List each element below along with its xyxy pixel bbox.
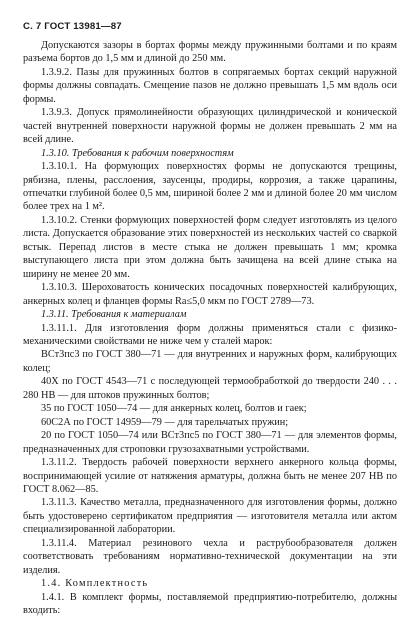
paragraph: 1.3.11.1. Для изготовления форм должны применяться стали с физико-механическими свойствами не ниже чем у сталей марок: bbox=[23, 322, 397, 347]
paragraph: 20 по ГОСТ 1050—74 или ВСт3пс5 по ГОСТ 380—71 — для элементов формы, предназначенных для строповки грузозахватными устройствами. bbox=[23, 430, 397, 455]
paragraph: 1.3.11.2. Твердость рабочей поверхности верхнего анкерного кольца формы, воспринимающей усилие от натяжения арматуры, должна быть не менее 207 НВ по ГОСТ 8.062—85. bbox=[23, 457, 397, 495]
document-body bbox=[23, 39, 397, 617]
paragraph: 1.3.9.3. Допуск прямолинейности образующих цилиндрической и конической частей внутренней поверхности наружной формы не должен превышать 2 мм на всей длине. bbox=[23, 107, 397, 146]
paragraph: 35 по ГОСТ 1050—74 — для анкерных колец, болтов и гаек; bbox=[41, 403, 307, 415]
paragraph: 40Х по ГОСТ 4543—71 с последующей термообработкой до твердости 240 . . . 280 НВ — для штоков пружинных болтов; bbox=[23, 376, 397, 401]
paragraph: ВСт3пс3 по ГОСТ 380—71 — для внутренних и наружных форм, калибрующих колец; bbox=[23, 349, 397, 374]
paragraph: 1.4.1. В комплект формы, поставляемой предприятию-потребителю, должны входить: bbox=[23, 591, 397, 617]
paragraph: 1.3.10.3. Шероховатость конических посадочных поверхностей калибрующих, анкерных колец и фланцев формы Ra≤5,0 мкм по ГОСТ 2789—73. bbox=[23, 282, 397, 307]
section-heading bbox=[23, 577, 397, 590]
paragraph: 1.3.10.2. Стенки формующих поверхностей форм следует изготовлять из целого листа. Допускается образование этих поверхностей из нескольких частей со сваркой встык. Перепад листов в месте стыка не должен превышать 1 мм; кромка выступающего листа при этом должна быть зачищена на всей длине стыка на ширину не менее 20 мм. bbox=[23, 214, 397, 280]
page-header: С. 7 ГОСТ 13981—87 bbox=[23, 21, 122, 32]
section-heading bbox=[23, 308, 397, 321]
paragraph: 1.3.10.1. На формующих поверхностях формы не допускаются трещины, рябизна, плены, расслоения, заусенцы, продиры, коррозия, а также царапины, отпечатки глубиной более 0,5 мм, шириной более 2 мм и длиной более 20 мм числом более трех на 1 м². bbox=[23, 161, 397, 213]
paragraph: 1.3.9.2. Пазы для пружинных болтов в сопрягаемых бортах секций наружной формы должны совпадать. Смещение пазов не должно превышать 1,5 мм вдоль оси формы. bbox=[23, 66, 397, 105]
paragraph: 1.3.11.4. Материал резинового чехла и раструбообразователя должен соответствовать требованиям нормативно-технической документации на эти изделия. bbox=[23, 537, 397, 576]
section-heading bbox=[23, 147, 397, 160]
section-heading-text: 1.3.10. Требования к рабочим поверхностям bbox=[41, 147, 234, 159]
paragraph: 1.3.11.3. Качество металла, предназначенного для изготовления формы, должно быть удостоверено сертификатом предприятия — изготовителя металла или актом специализированной лаборатории. bbox=[23, 497, 397, 536]
section-heading-text: 1.4. Комплектность bbox=[41, 578, 149, 590]
paragraph: 60С2А по ГОСТ 14959—79 — для тарельчатых пружин; bbox=[41, 416, 289, 428]
paragraph: Допускаются зазоры в бортах формы между пружинными болтами и по краям разъема бортов до 1,5 мм и длиной до 250 мм. bbox=[23, 40, 397, 65]
section-heading-text: 1.3.11. Требования к материалам bbox=[41, 309, 187, 321]
